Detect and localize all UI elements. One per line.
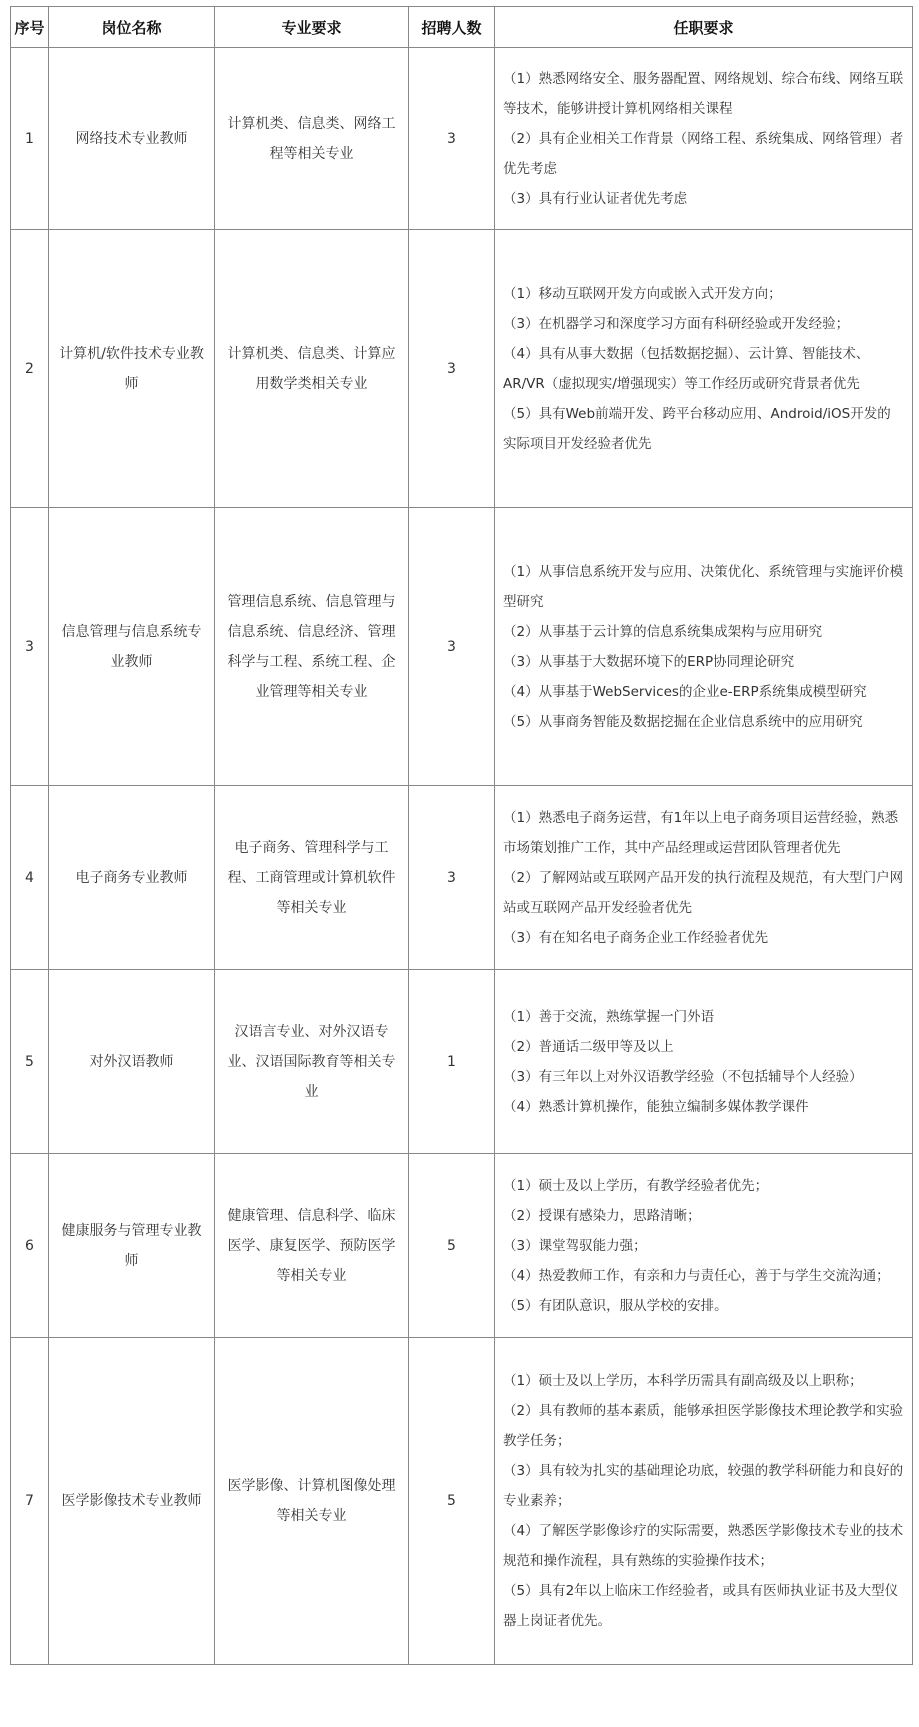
- requirement-item: （4）熟悉计算机操作，能独立编制多媒体教学课件: [503, 1098, 809, 1115]
- table-row: [11, 1154, 913, 1338]
- requirement-item: （2）授课有感染力，思路清晰；: [503, 1207, 701, 1224]
- header-position-name: 岗位名称: [49, 7, 215, 48]
- hiring-count: 5: [409, 1154, 495, 1338]
- major-requirement: 管理信息系统、信息管理与信息系统、信息经济、管理科学与工程、系统工程、企业管理等相关专业: [215, 508, 409, 786]
- requirement-item: （5）具有2年以上临床工作经验者，或具有医师执业证书及大型仪器上岗证者优先。: [503, 1583, 899, 1629]
- requirement-item: （3）从事基于大数据环境下的ERP协同理论研究: [503, 653, 795, 670]
- requirement-item: （3）具有较为扎实的基础理论功底，较强的教学科研能力和良好的专业素养；: [503, 1463, 904, 1509]
- requirement-item: （2）普通话二级甲等及以上: [503, 1038, 674, 1055]
- job-requirements: [495, 970, 913, 1154]
- major-requirement: 计算机类、信息类、网络工程等相关专业: [215, 48, 409, 230]
- header-row: [11, 7, 913, 48]
- header-no: 序号: [11, 7, 49, 48]
- major-requirement: 医学影像、计算机图像处理等相关专业: [215, 1338, 409, 1665]
- hiring-count: 1: [409, 970, 495, 1154]
- requirement-item: （5）从事商务智能及数据挖掘在企业信息系统中的应用研究: [503, 713, 863, 730]
- header-major-requirement: 专业要求: [215, 7, 409, 48]
- requirement-item: （3）在机器学习和深度学习方面有科研经验或开发经验；: [503, 315, 850, 332]
- job-requirements: [495, 48, 913, 230]
- requirement-item: （2）了解网站或互联网产品开发的执行流程及规范，有大型门户网站或互联网产品开发经验者优先: [503, 869, 904, 916]
- major-requirement: 计算机类、信息类、计算应用数学类相关专业: [215, 230, 409, 508]
- table-row: [11, 1338, 913, 1665]
- hiring-count: 3: [409, 48, 495, 230]
- requirement-item: （2）具有企业相关工作背景（网络工程、系统集成、网络管理）者优先考虑: [503, 130, 904, 177]
- hiring-count: 3: [409, 508, 495, 786]
- recruitment-table: [10, 6, 913, 1665]
- row-number: 2: [11, 230, 49, 508]
- job-requirements: [495, 1338, 913, 1665]
- hiring-count: 5: [409, 1338, 495, 1665]
- requirement-item: （1）善于交流，熟练掌握一门外语: [503, 1008, 715, 1025]
- row-number: 5: [11, 970, 49, 1154]
- position-name: 电子商务专业教师: [49, 786, 215, 970]
- position-name: 医学影像技术专业教师: [49, 1338, 215, 1665]
- table-row: [11, 970, 913, 1154]
- header-job-requirements: 任职要求: [495, 7, 913, 48]
- position-name: 计算机/软件技术专业教师: [49, 230, 215, 508]
- row-number: 1: [11, 48, 49, 230]
- requirement-item: （5）具有Web前端开发、跨平台移动应用、Android/iOS开发的实际项目开发经验者优先: [503, 405, 891, 452]
- requirement-item: （1）硕士及以上学历，本科学历需具有副高级及以上职称；: [503, 1373, 863, 1389]
- table-row: [11, 786, 913, 970]
- job-requirements: [495, 230, 913, 508]
- requirement-item: （2）具有教师的基本素质，能够承担医学影像技术理论教学和实验教学任务；: [503, 1403, 904, 1449]
- hiring-count: 3: [409, 786, 495, 970]
- major-requirement: 电子商务、管理科学与工程、工商管理或计算机软件等相关专业: [215, 786, 409, 970]
- table-row: [11, 508, 913, 786]
- requirement-item: （1）移动互联网开发方向或嵌入式开发方向；: [503, 285, 782, 302]
- row-number: 4: [11, 786, 49, 970]
- job-requirements: [495, 1154, 913, 1338]
- requirement-item: （4）热爱教师工作，有亲和力与责任心，善于与学生交流沟通；: [503, 1267, 890, 1284]
- requirement-item: （1）从事信息系统开发与应用、决策优化、系统管理与实施评价模型研究: [503, 563, 904, 610]
- requirement-item: （4）了解医学影像诊疗的实际需要，熟悉医学影像技术专业的技术规范和操作流程，具有熟练的实验操作技术；: [503, 1523, 904, 1569]
- requirement-item: （2）从事基于云计算的信息系统集成架构与应用研究: [503, 623, 823, 640]
- major-requirement: 健康管理、信息科学、临床医学、康复医学、预防医学等相关专业: [215, 1154, 409, 1338]
- job-requirements: [495, 786, 913, 970]
- requirement-item: （4）具有从事大数据（包括数据挖掘）、云计算、智能技术、AR/VR（虚拟现实/增强现实）等工作经历或研究背景者优先: [503, 345, 870, 392]
- row-number: 6: [11, 1154, 49, 1338]
- requirement-item: （3）课堂驾驭能力强；: [503, 1237, 647, 1254]
- position-name: 对外汉语教师: [49, 970, 215, 1154]
- requirement-item: （3）有三年以上对外汉语教学经验（不包括辅导个人经验）: [503, 1068, 863, 1085]
- requirement-item: （1）熟悉网络安全、服务器配置、网络规划、综合布线、网络互联等技术，能够讲授计算机网络相关课程: [503, 70, 904, 117]
- requirement-item: （1）硕士及以上学历，有教学经验者优先；: [503, 1177, 769, 1194]
- hiring-count: 3: [409, 230, 495, 508]
- position-name: 网络技术专业教师: [49, 48, 215, 230]
- row-number: 3: [11, 508, 49, 786]
- position-name: 健康服务与管理专业教师: [49, 1154, 215, 1338]
- position-name: 信息管理与信息系统专业教师: [49, 508, 215, 786]
- job-requirements: [495, 508, 913, 786]
- header-hiring-count: 招聘人数: [409, 7, 495, 48]
- major-requirement: 汉语言专业、对外汉语专业、汉语国际教育等相关专业: [215, 970, 409, 1154]
- requirement-item: （3）具有行业认证者优先考虑: [503, 190, 688, 207]
- table-row: [11, 48, 913, 230]
- table-row: [11, 230, 913, 508]
- requirement-item: （4）从事基于WebServices的企业e-ERP系统集成模型研究: [503, 683, 867, 700]
- requirement-item: （1）熟悉电子商务运营，有1年以上电子商务项目运营经验，熟悉市场策划推广工作，其中产品经理或运营团队管理者优先: [503, 809, 899, 856]
- requirement-item: （3）有在知名电子商务企业工作经验者优先: [503, 929, 769, 946]
- requirement-item: （5）有团队意识，服从学校的安排。: [503, 1297, 728, 1314]
- row-number: 7: [11, 1338, 49, 1665]
